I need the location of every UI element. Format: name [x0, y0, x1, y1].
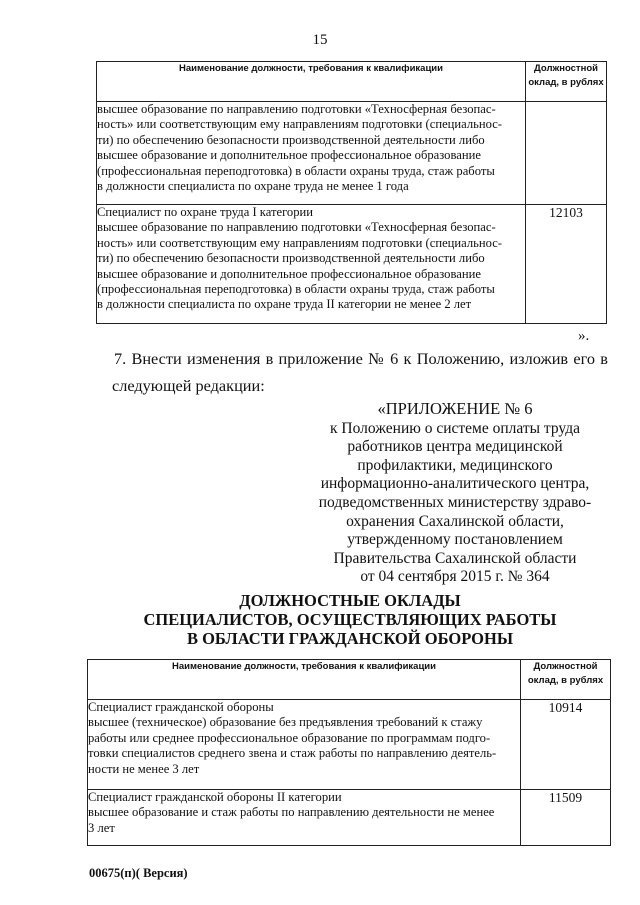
annex-title: «ПРИЛОЖЕНИЕ № 6: [377, 399, 533, 418]
annex-line: к Положению о системе оплаты труда: [330, 419, 580, 437]
section-title-line: ДОЛЖНОСТНЫЕ ОКЛАДЫ: [239, 591, 461, 610]
annex-line: подведомственных министерству здраво-: [318, 493, 592, 511]
requirement-line: работы или среднее профессиональное образование по программам подго-: [88, 730, 491, 745]
requirement-line: товки специалистов среднего звена и стаж работы по направлению деятель-: [88, 746, 497, 761]
table-header-row: [97, 62, 607, 102]
section-title-line: В ОБЛАСТИ ГРАЖДАНСКОЙ ОБОРОНЫ: [186, 629, 514, 648]
annex-line: информационно-аналитического центра,: [320, 475, 590, 493]
qualification-requirements: [97, 102, 526, 205]
salary-table-civil-defense: [87, 659, 611, 846]
salary-table-labor-protection: [96, 61, 607, 324]
requirement-line: ти) по обеспечению безопасности производственной деятельности либо: [97, 132, 485, 147]
requirement-line: ность» или соответствующим ему направлениям подготовки (специальнос-: [97, 117, 502, 132]
annex-line: Правительства Сахалинской области: [333, 549, 577, 567]
salary-value: [526, 102, 607, 205]
requirement-line: высшее образование и дополнительное профессиональное образование: [97, 148, 481, 163]
column-header-salary-line: Должностной: [533, 661, 598, 672]
requirement-line: в должности специалиста по охране труда II категории не менее 2 лет: [97, 297, 472, 312]
requirement-line: ти) по обеспечению безопасности производственной деятельности либо: [97, 251, 485, 266]
qualification-requirements: [97, 205, 526, 324]
annex-line: профилактики, медицинского: [357, 456, 553, 474]
column-header-salary-line: Должностной: [534, 63, 598, 74]
column-header-position: Наименование должности, требования к квалификации: [97, 62, 526, 102]
qualification-requirements: [88, 700, 521, 790]
requirement-line: высшее образование по направлению подготовки «Техносферная безопас-: [97, 102, 496, 116]
column-header-salary-line: оклад, в рублях: [528, 77, 604, 88]
column-header-salary-line: оклад, в рублях: [527, 675, 604, 686]
table-row: [97, 102, 607, 205]
page-number: 15: [312, 32, 328, 48]
annex-line: работников центра медицинской: [347, 438, 563, 456]
salary-value: 12103: [526, 205, 607, 324]
requirement-line: 3 лет: [88, 820, 115, 835]
position-title: Специалист по охране труда I категории: [97, 205, 313, 219]
closing-quote: ».: [578, 328, 590, 344]
position-title: Специалист гражданской обороны II категории: [88, 790, 342, 804]
annex-block: [300, 400, 610, 587]
document-code: 00675(п)( Версия): [89, 866, 188, 880]
table-header-row: [88, 660, 611, 700]
section-title: [110, 591, 590, 648]
column-header-salary: [526, 62, 607, 102]
column-header-position: Наименование должности, требования к квалификации: [88, 660, 521, 700]
salary-value: 10914: [521, 700, 611, 790]
requirement-line: высшее образование и стаж работы по направлению деятельности не менее: [88, 805, 495, 820]
table-row: [88, 700, 611, 790]
clause-paragraph: [114, 345, 608, 399]
salary-value: 11509: [521, 790, 611, 846]
annex-line: утвержденному постановлением: [347, 531, 563, 549]
requirement-line: высшее (техническое) образование без предъявления требований к стажу: [88, 715, 483, 730]
annex-line: от 04 сентября 2015 г. № 364: [360, 568, 550, 586]
clause-line: следующей редакции:: [112, 376, 265, 395]
section-title-line: СПЕЦИАЛИСТОВ, ОСУЩЕСТВЛЯЮЩИХ РАБОТЫ: [143, 610, 557, 629]
requirement-line: (профессиональная переподготовка) в области охраны труда, стаж работы: [97, 163, 495, 178]
table-row: [88, 790, 611, 846]
requirement-line: высшее образование по направлению подготовки «Техносферная безопас-: [97, 220, 496, 235]
requirement-line: ности не менее 3 лет: [88, 761, 200, 776]
requirement-line: (профессиональная переподготовка) в области охраны труда, стаж работы: [97, 282, 495, 297]
requirement-line: ность» или соответствующим ему направлениям подготовки (специальнос-: [97, 235, 502, 250]
requirement-line: высшее образование и дополнительное профессиональное образование: [97, 266, 481, 281]
table-row: [97, 205, 607, 324]
clause-line: 7. Внести изменения в приложение № 6 к Положению, изложив его в: [114, 349, 608, 368]
annex-line: охранения Сахалинской области,: [346, 512, 564, 530]
requirement-line: в должности специалиста по охране труда не менее 1 года: [97, 179, 409, 194]
position-title: Специалист гражданской обороны: [88, 700, 274, 714]
qualification-requirements: [88, 790, 521, 846]
column-header-salary: [521, 660, 611, 700]
